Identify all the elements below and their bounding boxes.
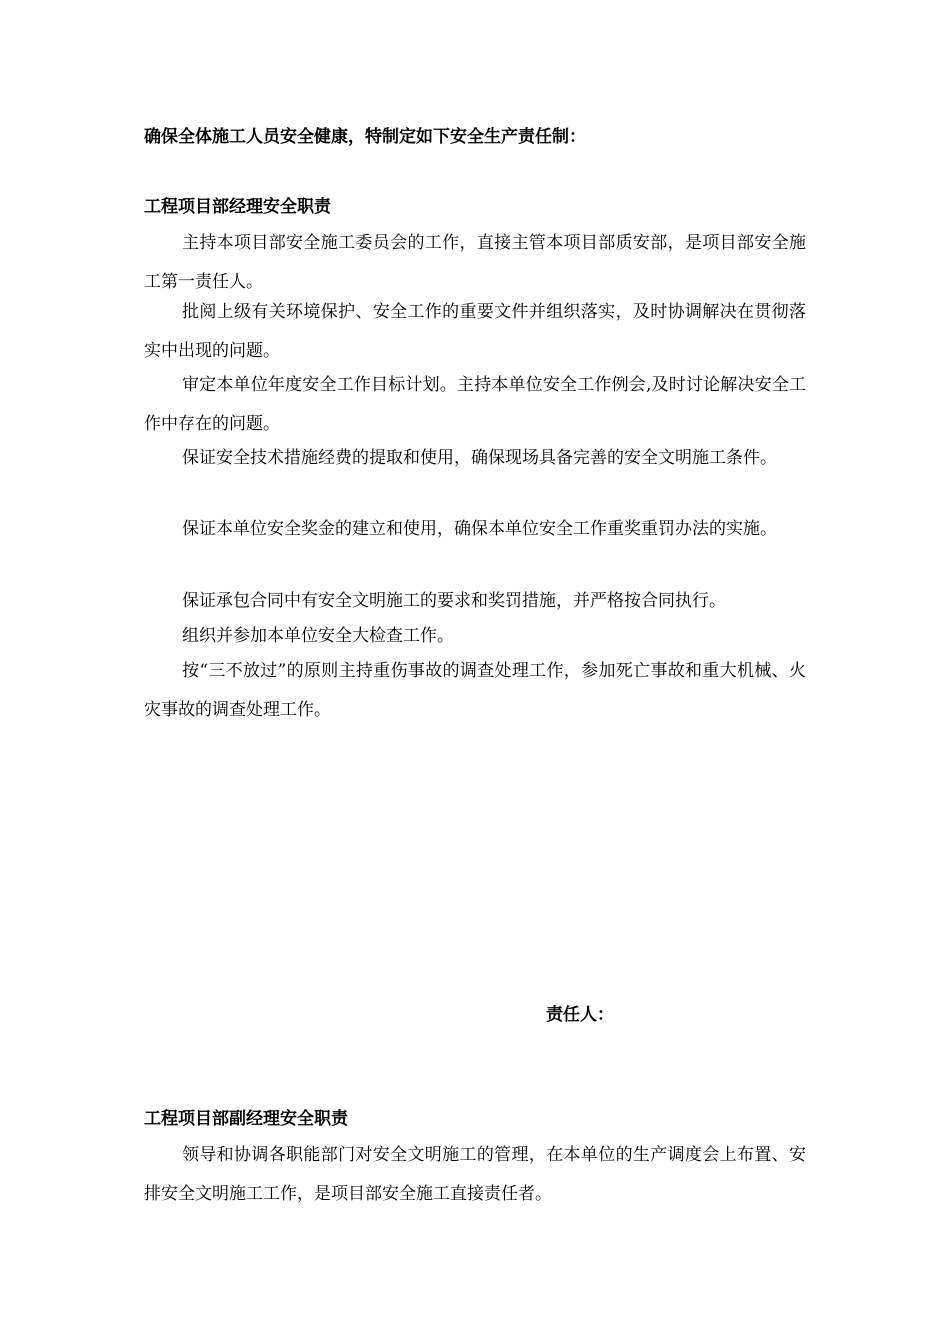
paragraph: 保证本单位安全奖金的建立和使用，确保本单位安全工作重奖重罚办法的实施。 [182, 519, 777, 539]
paragraph: 组织并参加本单位安全大检查工作。 [182, 626, 454, 646]
section-heading-deputy-manager: 工程项目部副经理安全职责 [144, 1109, 348, 1129]
paragraph: 审定本单位年度安全工作目标计划。主持本单位安全工作例会,及时讨论解决安全工作中存在的问题。 [144, 375, 806, 434]
paragraph: 按“三不放过”的原则主持重伤事故的调查处理工作，参加死亡事故和重大机械、火灾事故的调查处理工作。 [144, 661, 806, 720]
signature-label: 责任人： [546, 1005, 614, 1025]
paragraph: 领导和协调各职能部门对安全文明施工的管理，在本单位的生产调度会上布置、安排安全文明施工工作，是项目部安全施工直接责任者。 [144, 1145, 806, 1204]
paragraph: 保证承包合同中有安全文明施工的要求和奖罚措施，并严格按合同执行。 [182, 591, 726, 611]
section-heading-manager: 工程项目部经理安全职责 [144, 197, 331, 217]
paragraph: 主持本项目部安全施工委员会的工作，直接主管本项目部质安部，是项目部安全施工第一责任人。 [144, 233, 806, 292]
paragraph: 批阅上级有关环境保护、安全工作的重要文件并组织落实，及时协调解决在贯彻落实中出现的问题。 [144, 302, 806, 361]
paragraph: 保证安全技术措施经费的提取和使用，确保现场具备完善的安全文明施工条件。 [182, 448, 777, 468]
intro-statement: 确保全体施工人员安全健康，特制定如下安全生产责任制： [144, 127, 586, 147]
